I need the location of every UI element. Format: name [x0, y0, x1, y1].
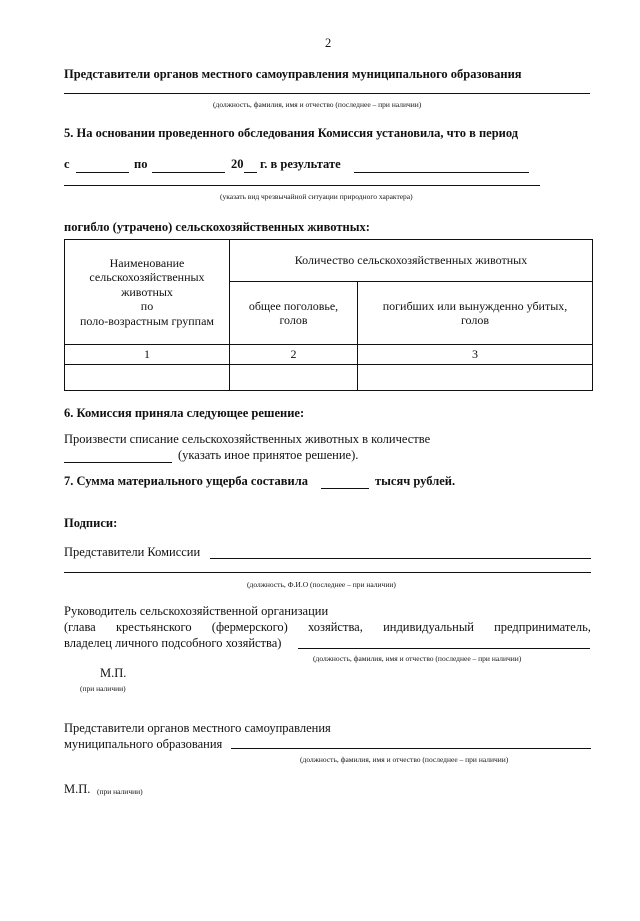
damage-amount-field[interactable]	[321, 488, 369, 489]
section6-line2: (указать иное принятое решение).	[178, 448, 359, 462]
date-from-field[interactable]	[76, 172, 129, 173]
col3-header: погибших или вынужденно убитых, голов	[358, 282, 593, 345]
org-line1: Руководитель сельскохозяйственной организации	[64, 604, 329, 618]
stamp-label: М.П.	[100, 666, 127, 680]
representatives-hint: (должность, фамилия, имя и отчество (последнее – при наличии)	[213, 100, 422, 109]
section5-from-label: с	[64, 157, 70, 171]
data-cell-group[interactable]	[65, 365, 230, 391]
org-signature-field[interactable]	[298, 648, 590, 649]
writeoff-quantity-field[interactable]	[64, 462, 172, 463]
section6-title: 6. Комиссия приняла следующее решение:	[64, 406, 305, 420]
date-to-field[interactable]	[152, 172, 225, 173]
col2-header: общее поголовье, голов	[230, 282, 358, 345]
commission-label: Представители Комиссии	[64, 545, 201, 559]
col-number-1: 1	[65, 345, 230, 365]
data-cell-total[interactable]	[230, 365, 358, 391]
final-stamp-label: М.П.	[64, 782, 91, 796]
signatures-title: Подписи:	[64, 516, 118, 530]
local-line1: Представители органов местного самоуправления	[64, 721, 331, 735]
col-number-3: 3	[358, 345, 593, 365]
data-cell-lost[interactable]	[358, 365, 593, 391]
col-number-2: 2	[230, 345, 358, 365]
section7-suffix: тысяч рублей.	[375, 474, 456, 488]
local-line2: муниципального образования	[64, 737, 223, 751]
group-header: Количество сельскохозяйственных животных	[230, 240, 593, 282]
section5-year-label: 20	[231, 157, 244, 171]
representatives-signature-line[interactable]	[64, 93, 590, 94]
losses-title: погибло (утрачено) сельскохозяйственных животных:	[64, 220, 370, 234]
emergency-type-hint: (указать вид чрезвычайной ситуации природного характера)	[220, 192, 413, 201]
local-hint: (должность, фамилия, имя и отчество (последнее – при наличии)	[300, 755, 509, 764]
local-signature-field[interactable]	[231, 748, 591, 749]
result-field[interactable]	[354, 172, 529, 173]
org-line2: (глава крестьянского (фермерского) хозяйства, индивидуальный предприниматель,	[64, 620, 591, 634]
representatives-title: Представители органов местного самоуправления муниципального образования	[64, 67, 522, 81]
org-hint: (должность, фамилия, имя и отчество (последнее – при наличии)	[313, 654, 522, 663]
section6-line1: Произвести списание сельскохозяйственных животных в количестве	[64, 432, 431, 446]
emergency-type-line[interactable]	[64, 185, 540, 186]
section5-result-label: г. в результате	[260, 157, 341, 171]
commission-signature-line-2[interactable]	[64, 572, 591, 573]
commission-hint: (должность, Ф.И.О (последнее – при наличии)	[247, 580, 396, 589]
org-line3: владелец личного подсобного хозяйства)	[64, 636, 282, 650]
final-stamp-hint: (при наличии)	[97, 787, 143, 796]
page-number: 2	[325, 36, 332, 50]
livestock-table	[64, 239, 593, 391]
col1-header: Наименование сельскохозяйственных животных по поло-возрастным группам	[65, 240, 230, 345]
stamp-hint: (при наличии)	[80, 684, 126, 693]
year-field[interactable]	[244, 172, 257, 173]
section5-to-label: по	[134, 157, 148, 171]
section5-title: 5. На основании проведенного обследования Комиссия установила, что в период	[64, 126, 519, 140]
commission-signature-field[interactable]	[210, 558, 591, 559]
section7-prefix: 7. Сумма материального ущерба составила	[64, 474, 309, 488]
